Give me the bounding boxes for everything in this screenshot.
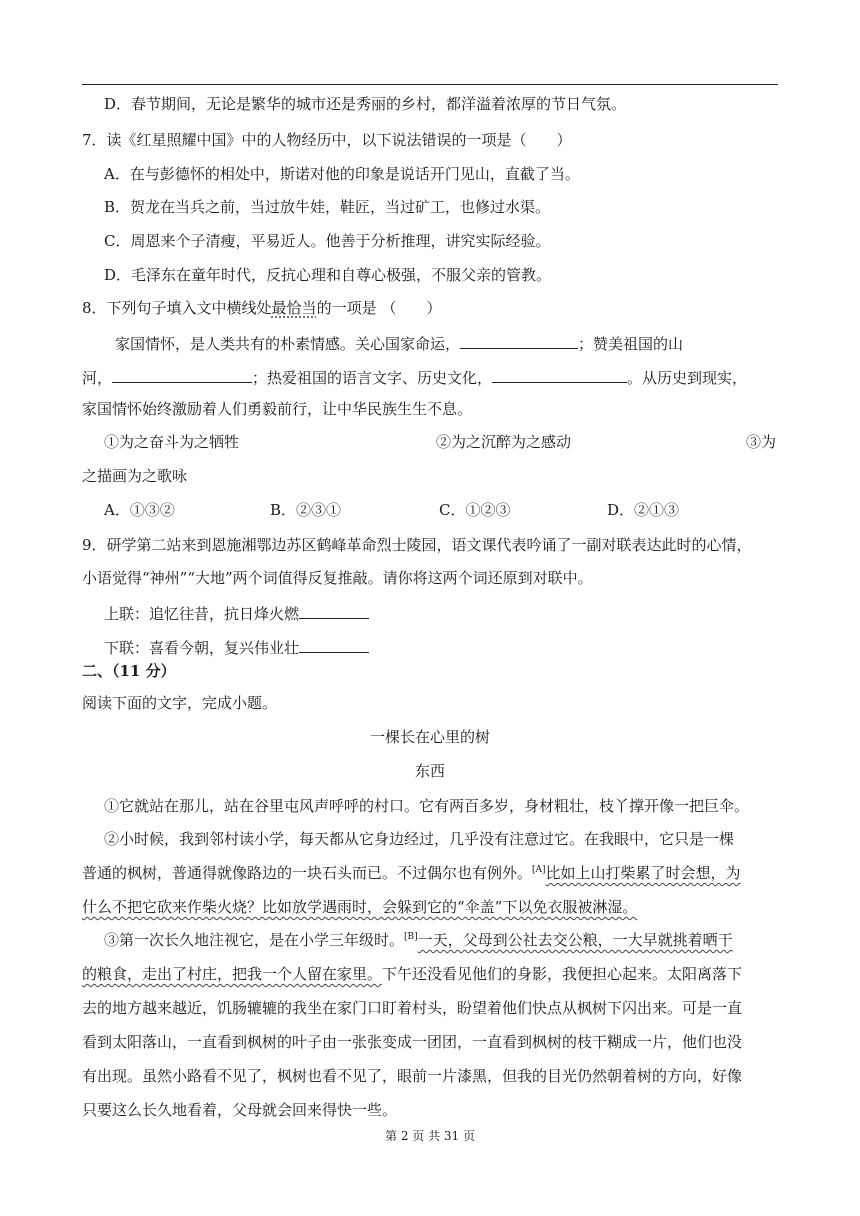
article-author: 东西 xyxy=(414,762,445,780)
q7-option-b: B．贺龙在当兵之前，当过放牛娃，鞋匠，当过矿工，也修过水渠。 xyxy=(104,198,551,216)
q8-text: ；热爱祖国的语言文字、历史文化， xyxy=(252,369,493,387)
paragraph-3-line-6: 只要这么长久地看着，父母就会回来得快一些。 xyxy=(82,1101,398,1119)
marker-a: [A] xyxy=(532,865,546,875)
q8-choice-d: D．②①③ xyxy=(607,501,680,519)
paragraph-2-line-1: ②小时候，我到邻村读小学，每天都从它身边经过，几乎没有注意过它。在我眼中，它只是一棵 xyxy=(104,830,735,848)
q8-stem-part: 的一项是 （ ） xyxy=(316,299,442,317)
wavy-underlined-text: 什么不把它砍来作柴火烧？比如放学遇雨时，会躲到它的“伞盖”下以免衣服被淋湿。 xyxy=(82,898,638,916)
fill-blank[interactable] xyxy=(492,366,627,383)
section-intro: 阅读下面的文字，完成小题。 xyxy=(82,694,278,712)
wavy-underlined-text: 比如上山打柴累了时会想，为 xyxy=(545,864,741,882)
q8-text: 河， xyxy=(82,369,113,387)
para-text: 下午还没看见他们的身影，我便担心起来。太阳离落下 xyxy=(382,965,743,983)
fill-blank[interactable] xyxy=(299,636,369,653)
q9-lower-couplet xyxy=(104,636,369,658)
q9-stem-line-2: 小语觉得“神州”“大地”两个词值得反复推敲。请你将这两个词还原到对联中。 xyxy=(82,569,593,587)
q8-stem xyxy=(82,298,441,318)
header-rule xyxy=(82,84,778,85)
paragraph-2-line-2 xyxy=(82,863,741,883)
q8-emphasis: 最恰当 xyxy=(271,299,317,317)
q7-option-c: C．周恩来个子清瘦，平易近人。他善于分析推理，讲究实际经验。 xyxy=(104,232,551,250)
q8-stem-part: 8．下列句子填入文中横线处 xyxy=(82,299,272,317)
q8-item-3-cont: 之描画为之歌咏 xyxy=(82,467,188,485)
paragraph-3-line-2 xyxy=(82,964,742,984)
paragraph-3-line-3: 去的地方越来越近，饥肠辘辘的我坐在家门口盯着村头，盼望着他们快点从枫树下闪出来。可是一直 xyxy=(82,999,743,1017)
q8-text: 家国情怀，是人类共有的朴素情感。关心国家命运， xyxy=(115,335,461,353)
q9-upper-couplet xyxy=(104,602,369,624)
paragraph-1: ①它就站在那儿，站在谷里屯风声呼呼的村口。它有两百多岁，身材粗壮，枝丫撑开像一把巨伞。 xyxy=(104,797,750,815)
fill-blank[interactable] xyxy=(112,366,252,383)
q7-option-a: A．在与彭德怀的相处中，斯诺对他的印象是说话开门见山，直截了当。 xyxy=(104,165,580,183)
q7-stem: 7．读《红星照耀中国》中的人物经历中，以下说法错误的一项是（ ） xyxy=(82,131,572,149)
q8-choice-a: A．①③② xyxy=(104,501,175,519)
paragraph-2-line-3 xyxy=(82,897,637,917)
q8-choice-c: C．①②③ xyxy=(439,501,511,519)
paragraph-3-line-5: 有出现。虽然小路看不见了，枫树也看不见了，眼前一片漆黑，但我的目光仍然朝着树的方向，好像 xyxy=(82,1067,743,1085)
paragraph-3-line-1 xyxy=(104,930,733,950)
q8-text: 。从历史到现实， xyxy=(627,369,748,387)
para-text: 普通的枫树，普通得就像路边的一块石头而已。不过偶尔也有例外。 xyxy=(82,864,533,882)
wavy-underlined-text: 一天，父母到公社去交公粮，一大早就挑着晒干 xyxy=(417,931,733,949)
marker-b: [B] xyxy=(404,932,418,942)
q9-stem-line-1: 9．研学第二站来到恩施湘鄂边苏区鹤峰革命烈士陵园，语文课代表吟诵了一副对联表达此时的心情， xyxy=(82,536,752,554)
para-text: ③第一次长久地注视它，是在小学三年级时。 xyxy=(104,931,405,949)
q6-option-d: D．春节期间，无论是繁华的城市还是秀丽的乡村，都洋溢着浓厚的节日气氛。 xyxy=(104,95,627,113)
couplet-text: 上联：追忆往昔，抗日烽火燃 xyxy=(104,605,300,623)
q8-item-2: ②为之沉醉为之感动 xyxy=(436,433,572,451)
q8-text: ；赞美祖国的山 xyxy=(578,335,684,353)
q7-option-d: D．毛泽东在童年时代，反抗心理和自尊心极强，不服父亲的管教。 xyxy=(104,266,552,284)
q8-passage-line-3: 家国情怀始终激励着人们勇毅前行，让中华民族生生不息。 xyxy=(82,400,473,418)
fill-blank[interactable] xyxy=(460,332,578,349)
q8-choice-b: B．②③① xyxy=(270,501,342,519)
fill-blank[interactable] xyxy=(299,602,369,619)
q8-item-1: ①为之奋斗为之牺牲 xyxy=(104,433,240,451)
wavy-underlined-text: 的粮食，走出了村庄，把我一个人留在家里。 xyxy=(82,965,383,983)
paragraph-3-line-4: 看到太阳落山，一直看到枫树的叶子由一张张变成一团团，一直看到枫树的枝干糊成一片，他们也没 xyxy=(82,1033,743,1051)
q8-passage-line-1 xyxy=(115,332,683,354)
page-footer: 第 2 页 共 31 页 xyxy=(385,1129,475,1143)
couplet-text: 下联：喜看今朝，复兴伟业壮 xyxy=(104,639,300,657)
article-title: 一棵长在心里的树 xyxy=(369,728,490,746)
section-heading: 二、（11 分） xyxy=(82,662,176,680)
q8-item-3: ③为 xyxy=(746,433,777,451)
q8-passage-line-2 xyxy=(82,366,747,388)
